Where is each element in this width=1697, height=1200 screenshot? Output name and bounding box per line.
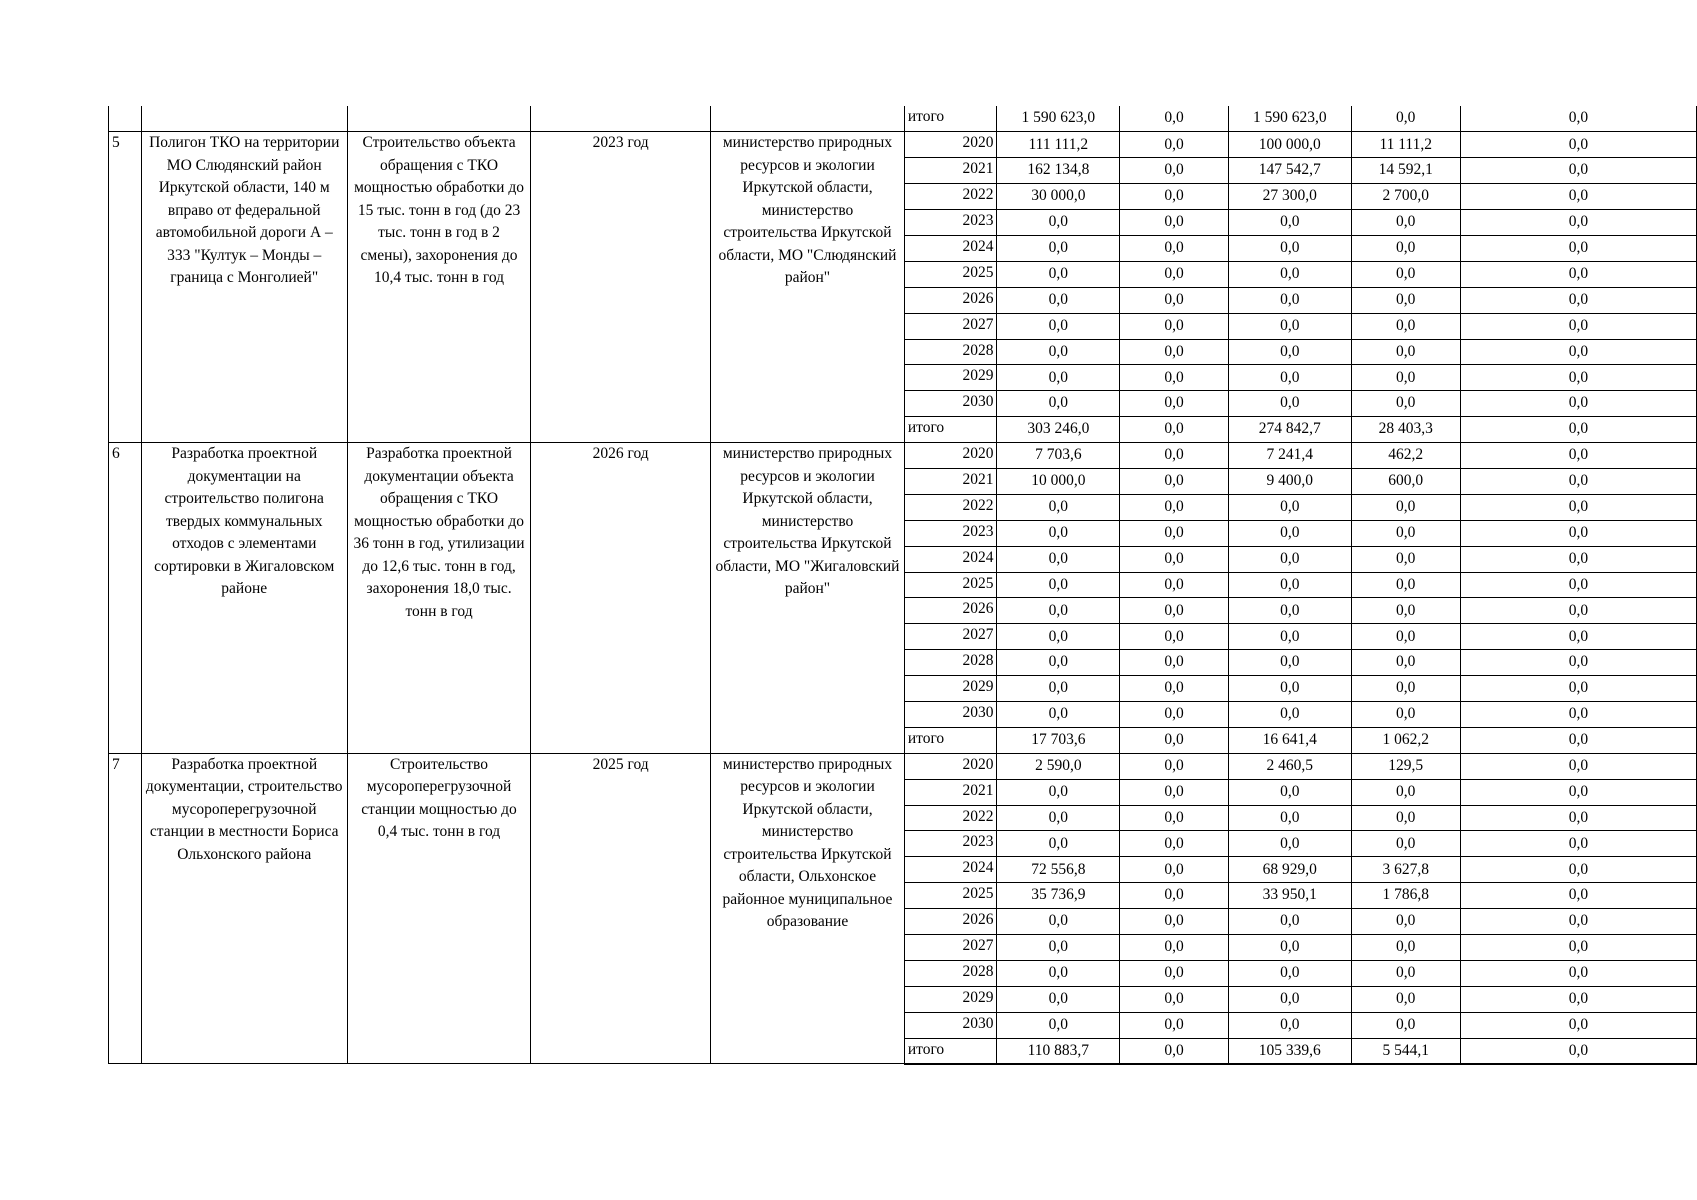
value-cell: 27 300,0 (1228, 184, 1351, 210)
value-cell: 2 460,5 (1228, 753, 1351, 779)
value-cell: 0,0 (1120, 494, 1229, 520)
value-cell: 0,0 (1120, 676, 1229, 702)
value-cell: 0,0 (1351, 287, 1460, 313)
value-cell: 0,0 (1351, 909, 1460, 935)
value-cell: 0,0 (1460, 831, 1696, 857)
value-cell: 0,0 (997, 546, 1120, 572)
empty-merged-cell (141, 106, 347, 132)
value-cell: 0,0 (997, 986, 1120, 1012)
value-cell: 0,0 (1460, 313, 1696, 339)
value-cell: 0,0 (1228, 650, 1351, 676)
value-cell: 0,0 (1120, 831, 1229, 857)
value-cell: 0,0 (1228, 909, 1351, 935)
year-cell: 2023 (904, 831, 997, 857)
value-cell: 0,0 (1120, 857, 1229, 883)
value-cell: 0,0 (997, 520, 1120, 546)
year-cell: 2027 (904, 624, 997, 650)
year-cell: 2025 (904, 572, 997, 598)
value-cell: 0,0 (1460, 883, 1696, 909)
value-cell: 9 400,0 (1228, 468, 1351, 494)
value-cell: 0,0 (1460, 391, 1696, 417)
value-cell: 0,0 (1460, 158, 1696, 184)
value-cell: 0,0 (1120, 779, 1229, 805)
value-cell: 0,0 (997, 831, 1120, 857)
year-cell: 2021 (904, 468, 997, 494)
value-cell: 0,0 (1460, 857, 1696, 883)
total-value-cell: 1 062,2 (1351, 727, 1460, 753)
value-cell: 0,0 (1228, 779, 1351, 805)
value-cell: 0,0 (997, 494, 1120, 520)
value-cell: 0,0 (1351, 598, 1460, 624)
value-cell: 0,0 (1228, 261, 1351, 287)
value-cell: 0,0 (1120, 158, 1229, 184)
value-cell: 0,0 (1120, 650, 1229, 676)
value-cell: 30 000,0 (997, 184, 1120, 210)
value-cell: 462,2 (1351, 443, 1460, 469)
value-cell: 0,0 (1460, 805, 1696, 831)
project-date: 2023 год (531, 132, 711, 443)
value-cell: 0,0 (997, 261, 1120, 287)
project-description: Разработка проектной документации объекта обращения с ТКО мощностью обработки до 36 тонн в год, утилизации до 12,6 тыс. тонн в год, захоронения 18,0 тыс. тонн в год (347, 443, 530, 754)
value-cell: 0,0 (1351, 365, 1460, 391)
value-cell: 0,0 (1460, 494, 1696, 520)
value-cell: 33 950,1 (1228, 883, 1351, 909)
value-cell: 0,0 (1120, 261, 1229, 287)
total-label: итого (904, 1038, 997, 1064)
value-cell: 0,0 (1228, 235, 1351, 261)
year-cell: 2029 (904, 986, 997, 1012)
year-cell: 2023 (904, 210, 997, 236)
value-cell: 0,0 (1228, 339, 1351, 365)
value-cell: 0,0 (997, 650, 1120, 676)
value-cell: 0,0 (1351, 572, 1460, 598)
total-value-cell: 110 883,7 (997, 1038, 1120, 1064)
project-number: 7 (109, 753, 142, 1064)
value-cell: 0,0 (1351, 805, 1460, 831)
value-cell: 0,0 (1460, 676, 1696, 702)
value-cell: 0,0 (1228, 572, 1351, 598)
total-value-cell: 16 641,4 (1228, 727, 1351, 753)
year-cell: 2026 (904, 598, 997, 624)
value-cell: 0,0 (1460, 287, 1696, 313)
value-cell: 147 542,7 (1228, 158, 1351, 184)
project-executor: министерство природных ресурсов и экологии Иркутской области, министерство строительства Иркутской области, МО "Жигаловский район" (711, 443, 905, 754)
value-cell: 2 590,0 (997, 753, 1120, 779)
total-value-cell: 17 703,6 (997, 727, 1120, 753)
value-cell: 0,0 (1120, 520, 1229, 546)
value-cell: 0,0 (1228, 960, 1351, 986)
value-cell: 0,0 (1460, 1012, 1696, 1038)
total-value-cell: 28 403,3 (1351, 417, 1460, 443)
value-cell: 0,0 (1228, 391, 1351, 417)
value-cell: 0,0 (1228, 1012, 1351, 1038)
value-cell: 10 000,0 (997, 468, 1120, 494)
total-value-cell: 274 842,7 (1228, 417, 1351, 443)
value-cell: 0,0 (1351, 624, 1460, 650)
value-cell: 0,0 (1120, 701, 1229, 727)
project-executor: министерство природных ресурсов и экологии Иркутской области, министерство строительства Иркутской области, МО "Слюдянский район" (711, 132, 905, 443)
value-cell: 0,0 (1460, 443, 1696, 469)
year-cell: 2020 (904, 443, 997, 469)
value-cell: 0,0 (997, 676, 1120, 702)
total-value-cell: 0,0 (1460, 727, 1696, 753)
total-value-cell: 0,0 (1120, 417, 1229, 443)
year-row (109, 132, 1697, 158)
total-value-cell: 5 544,1 (1351, 1038, 1460, 1064)
value-cell: 14 592,1 (1351, 158, 1460, 184)
value-cell: 0,0 (1460, 210, 1696, 236)
empty-merged-cell (531, 106, 711, 132)
project-name: Полигон ТКО на территории МО Слюдянский район Иркутской области, 140 м вправо от федеральной автомобильной дороги А – 333 "Култук – Монды – граница с Монголией" (141, 132, 347, 443)
value-cell: 0,0 (1460, 184, 1696, 210)
value-cell: 0,0 (997, 935, 1120, 961)
value-cell: 2 700,0 (1351, 184, 1460, 210)
value-cell: 0,0 (1228, 546, 1351, 572)
total-value-cell: 0,0 (1120, 1038, 1229, 1064)
value-cell: 0,0 (1228, 287, 1351, 313)
year-cell: 2020 (904, 753, 997, 779)
value-cell: 0,0 (1351, 235, 1460, 261)
value-cell: 0,0 (1460, 235, 1696, 261)
year-cell: 2025 (904, 261, 997, 287)
value-cell: 0,0 (1351, 831, 1460, 857)
year-cell: 2022 (904, 184, 997, 210)
value-cell: 0,0 (1120, 106, 1229, 132)
value-cell: 0,0 (1460, 624, 1696, 650)
value-cell: 0,0 (1351, 261, 1460, 287)
value-cell: 600,0 (1351, 468, 1460, 494)
value-cell: 0,0 (1351, 986, 1460, 1012)
year-row (109, 753, 1697, 779)
project-date: 2025 год (531, 753, 711, 1064)
value-cell: 0,0 (997, 779, 1120, 805)
value-cell: 0,0 (997, 960, 1120, 986)
year-cell: 2027 (904, 313, 997, 339)
year-cell: 2022 (904, 805, 997, 831)
value-cell: 0,0 (997, 701, 1120, 727)
total-value-cell: 0,0 (1120, 727, 1229, 753)
value-cell: 0,0 (1351, 494, 1460, 520)
project-number: 5 (109, 132, 142, 443)
value-cell: 0,0 (1351, 1012, 1460, 1038)
value-cell: 0,0 (1120, 391, 1229, 417)
value-cell: 0,0 (1120, 935, 1229, 961)
value-cell: 0,0 (997, 210, 1120, 236)
total-label: итого (904, 727, 997, 753)
value-cell: 0,0 (1351, 210, 1460, 236)
value-cell: 0,0 (1228, 701, 1351, 727)
value-cell: 100 000,0 (1228, 132, 1351, 158)
value-cell: 7 241,4 (1228, 443, 1351, 469)
value-cell: 0,0 (1228, 494, 1351, 520)
value-cell: 0,0 (1120, 210, 1229, 236)
value-cell: 0,0 (1460, 339, 1696, 365)
value-cell: 0,0 (1120, 365, 1229, 391)
value-cell: 0,0 (1120, 443, 1229, 469)
total-value-cell: 0,0 (1460, 1038, 1696, 1064)
value-cell: 68 929,0 (1228, 857, 1351, 883)
value-cell: 0,0 (1120, 805, 1229, 831)
total-value-cell: 303 246,0 (997, 417, 1120, 443)
value-cell: 72 556,8 (997, 857, 1120, 883)
total-label: итого (904, 417, 997, 443)
value-cell: 1 786,8 (1351, 883, 1460, 909)
value-cell: 0,0 (1228, 598, 1351, 624)
value-cell: 0,0 (1228, 365, 1351, 391)
value-cell: 0,0 (1120, 753, 1229, 779)
value-cell: 0,0 (1120, 909, 1229, 935)
year-cell: 2026 (904, 287, 997, 313)
value-cell: 0,0 (997, 365, 1120, 391)
value-cell: 0,0 (1120, 235, 1229, 261)
value-cell: 0,0 (1120, 132, 1229, 158)
value-cell: 0,0 (1460, 261, 1696, 287)
value-cell: 0,0 (1460, 701, 1696, 727)
value-cell: 0,0 (1351, 391, 1460, 417)
year-cell: 2024 (904, 546, 997, 572)
value-cell: 0,0 (1460, 960, 1696, 986)
value-cell: 0,0 (1120, 184, 1229, 210)
project-description: Строительство мусороперегрузочной станции мощностью до 0,4 тыс. тонн в год (347, 753, 530, 1064)
value-cell: 0,0 (1460, 935, 1696, 961)
value-cell: 11 111,2 (1351, 132, 1460, 158)
value-cell: 0,0 (1460, 468, 1696, 494)
value-cell: 0,0 (997, 313, 1120, 339)
value-cell: 0,0 (1228, 805, 1351, 831)
year-cell: 2029 (904, 365, 997, 391)
value-cell: 162 134,8 (997, 158, 1120, 184)
value-cell: 0,0 (1351, 935, 1460, 961)
value-cell: 0,0 (1351, 701, 1460, 727)
value-cell: 0,0 (1120, 986, 1229, 1012)
value-cell: 0,0 (997, 339, 1120, 365)
year-cell: 2023 (904, 520, 997, 546)
value-cell: 0,0 (1228, 935, 1351, 961)
year-cell: 2030 (904, 1012, 997, 1038)
value-cell: 0,0 (1460, 753, 1696, 779)
value-cell: 0,0 (1228, 520, 1351, 546)
year-cell: 2030 (904, 391, 997, 417)
value-cell: 7 703,6 (997, 443, 1120, 469)
value-cell: 0,0 (1460, 132, 1696, 158)
value-cell: 0,0 (1120, 287, 1229, 313)
value-cell: 0,0 (1228, 624, 1351, 650)
value-cell: 0,0 (1351, 650, 1460, 676)
financing-table (108, 106, 1697, 1065)
value-cell: 0,0 (1460, 598, 1696, 624)
value-cell: 0,0 (1228, 210, 1351, 236)
year-cell: 2028 (904, 650, 997, 676)
value-cell: 0,0 (1120, 598, 1229, 624)
value-cell: 0,0 (1351, 520, 1460, 546)
total-label: итого (904, 106, 997, 132)
value-cell: 0,0 (1460, 572, 1696, 598)
value-cell: 0,0 (1120, 1012, 1229, 1038)
project-name: Разработка проектной документации, строительство мусороперегрузочной станции в местности Бориса Ольхонского района (141, 753, 347, 1064)
project-date: 2026 год (531, 443, 711, 754)
value-cell: 0,0 (1120, 313, 1229, 339)
value-cell: 0,0 (997, 287, 1120, 313)
value-cell: 0,0 (1228, 313, 1351, 339)
value-cell: 0,0 (1228, 676, 1351, 702)
value-cell: 0,0 (1120, 960, 1229, 986)
year-cell: 2024 (904, 857, 997, 883)
value-cell: 0,0 (1351, 546, 1460, 572)
value-cell: 0,0 (1460, 546, 1696, 572)
year-cell: 2027 (904, 935, 997, 961)
empty-merged-cell (711, 106, 905, 132)
value-cell: 0,0 (1120, 339, 1229, 365)
value-cell: 0,0 (1351, 779, 1460, 805)
year-cell: 2028 (904, 339, 997, 365)
empty-merged-cell (109, 106, 142, 132)
value-cell: 0,0 (997, 1012, 1120, 1038)
total-value-cell: 0,0 (1460, 417, 1696, 443)
continuation-total-row (109, 106, 1697, 132)
value-cell: 0,0 (1460, 909, 1696, 935)
year-cell: 2021 (904, 779, 997, 805)
value-cell: 0,0 (1228, 986, 1351, 1012)
year-row (109, 443, 1697, 469)
value-cell: 0,0 (1120, 468, 1229, 494)
value-cell: 0,0 (1351, 960, 1460, 986)
value-cell: 0,0 (1120, 624, 1229, 650)
value-cell: 0,0 (997, 598, 1120, 624)
value-cell: 0,0 (1460, 106, 1696, 132)
value-cell: 0,0 (997, 805, 1120, 831)
year-cell: 2022 (904, 494, 997, 520)
project-name: Разработка проектной документации на строительство полигона твердых коммунальных отходов с элементами сортировки в Жигаловском районе (141, 443, 347, 754)
value-cell: 129,5 (1351, 753, 1460, 779)
value-cell: 0,0 (1120, 546, 1229, 572)
value-cell: 0,0 (1351, 106, 1460, 132)
value-cell: 0,0 (1460, 520, 1696, 546)
value-cell: 3 627,8 (1351, 857, 1460, 883)
project-number: 6 (109, 443, 142, 754)
value-cell: 0,0 (1460, 986, 1696, 1012)
value-cell: 0,0 (997, 909, 1120, 935)
value-cell: 0,0 (1228, 831, 1351, 857)
value-cell: 0,0 (1351, 676, 1460, 702)
value-cell: 0,0 (1351, 339, 1460, 365)
year-cell: 2024 (904, 235, 997, 261)
project-executor: министерство природных ресурсов и экологии Иркутской области, министерство строительства Иркутской области, Ольхонское районное муниципальное образование (711, 753, 905, 1064)
value-cell: 0,0 (1460, 365, 1696, 391)
value-cell: 0,0 (997, 624, 1120, 650)
project-description: Строительство объекта обращения с ТКО мощностью обработки до 15 тыс. тонн в год (до 23 тыс. тонн в год в 2 смены), захоронения до 10,4 тыс. тонн в год (347, 132, 530, 443)
value-cell: 1 590 623,0 (1228, 106, 1351, 132)
year-cell: 2020 (904, 132, 997, 158)
value-cell: 0,0 (997, 572, 1120, 598)
value-cell: 0,0 (1120, 572, 1229, 598)
year-cell: 2026 (904, 909, 997, 935)
value-cell: 0,0 (1120, 883, 1229, 909)
value-cell: 0,0 (1351, 313, 1460, 339)
value-cell: 0,0 (1460, 650, 1696, 676)
value-cell: 111 111,2 (997, 132, 1120, 158)
total-value-cell: 105 339,6 (1228, 1038, 1351, 1064)
empty-merged-cell (347, 106, 530, 132)
value-cell: 1 590 623,0 (997, 106, 1120, 132)
value-cell: 0,0 (997, 391, 1120, 417)
year-cell: 2021 (904, 158, 997, 184)
year-cell: 2030 (904, 701, 997, 727)
year-cell: 2028 (904, 960, 997, 986)
year-cell: 2029 (904, 676, 997, 702)
value-cell: 35 736,9 (997, 883, 1120, 909)
year-cell: 2025 (904, 883, 997, 909)
value-cell: 0,0 (997, 235, 1120, 261)
value-cell: 0,0 (1460, 779, 1696, 805)
